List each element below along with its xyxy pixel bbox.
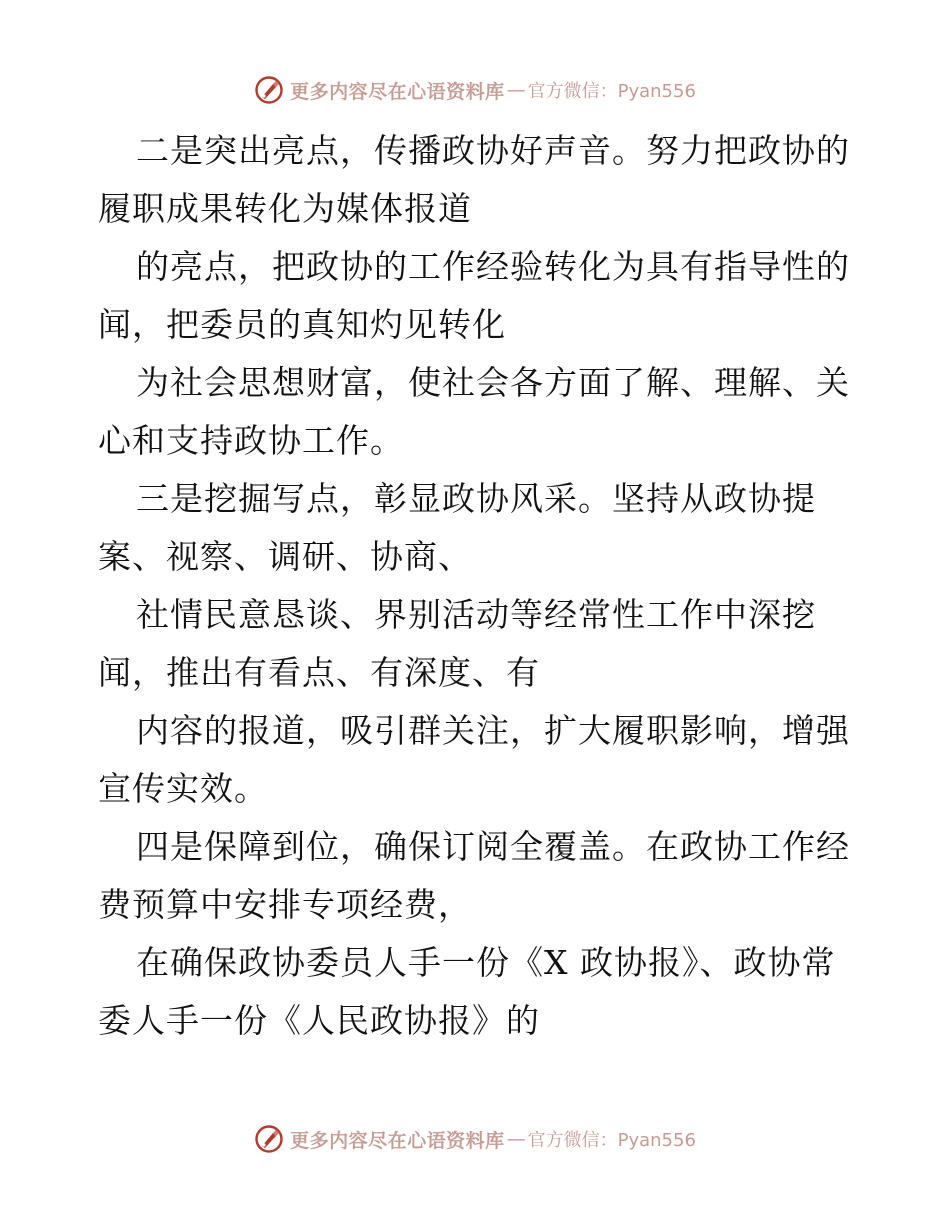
pen-logo-icon xyxy=(254,1124,284,1154)
text-line: 履职成果转化为媒体报道 xyxy=(98,189,472,228)
banner-wechat: 官方微信：Pyan556 xyxy=(527,1130,696,1151)
banner-title: 更多内容尽在心语资料库 xyxy=(290,1129,505,1152)
footer-watermark xyxy=(0,1122,950,1156)
header-watermark xyxy=(0,73,950,107)
text-line: 四是保障到位，确保订阅全覆盖。在政协工作经 xyxy=(136,827,850,866)
text-line: 闻，推出有看点、有深度、有 xyxy=(98,653,540,692)
text-line: 内容的报道，吸引群关注，扩大履职影响，增强 xyxy=(136,711,850,750)
banner-separator: — xyxy=(506,79,526,101)
text-line: 案、视察、调研、协商、 xyxy=(98,537,472,576)
text-line: 心和支持政协工作。 xyxy=(98,421,404,460)
text-line: 闻，把委员的真知灼见转化 xyxy=(98,305,506,344)
banner-separator: — xyxy=(506,1128,526,1150)
text-line: 在确保政协委员人手一份《X 政协报》、政协常 xyxy=(136,943,836,982)
document-body xyxy=(98,122,858,1050)
text-line: 费预算中安排专项经费， xyxy=(98,885,472,924)
pen-logo-icon xyxy=(254,75,284,105)
text-line: 为社会思想财富，使社会各方面了解、理解、关 xyxy=(136,363,850,402)
banner-wechat: 官方微信：Pyan556 xyxy=(527,81,696,102)
text-line: 社情民意恳谈、界别活动等经常性工作中深挖 xyxy=(136,595,816,634)
text-line: 委人手一份《人民政协报》的 xyxy=(98,1001,540,1040)
text-line: 宣传实效。 xyxy=(98,769,268,808)
text-line: 三是挖掘写点，彰显政协风采。坚持从政协提 xyxy=(136,479,816,518)
banner-title: 更多内容尽在心语资料库 xyxy=(290,80,505,103)
text-line: 二是突出亮点，传播政协好声音。努力把政协的 xyxy=(136,131,850,170)
text-line: 的亮点，把政协的工作经验转化为具有指导性的 xyxy=(136,247,850,286)
